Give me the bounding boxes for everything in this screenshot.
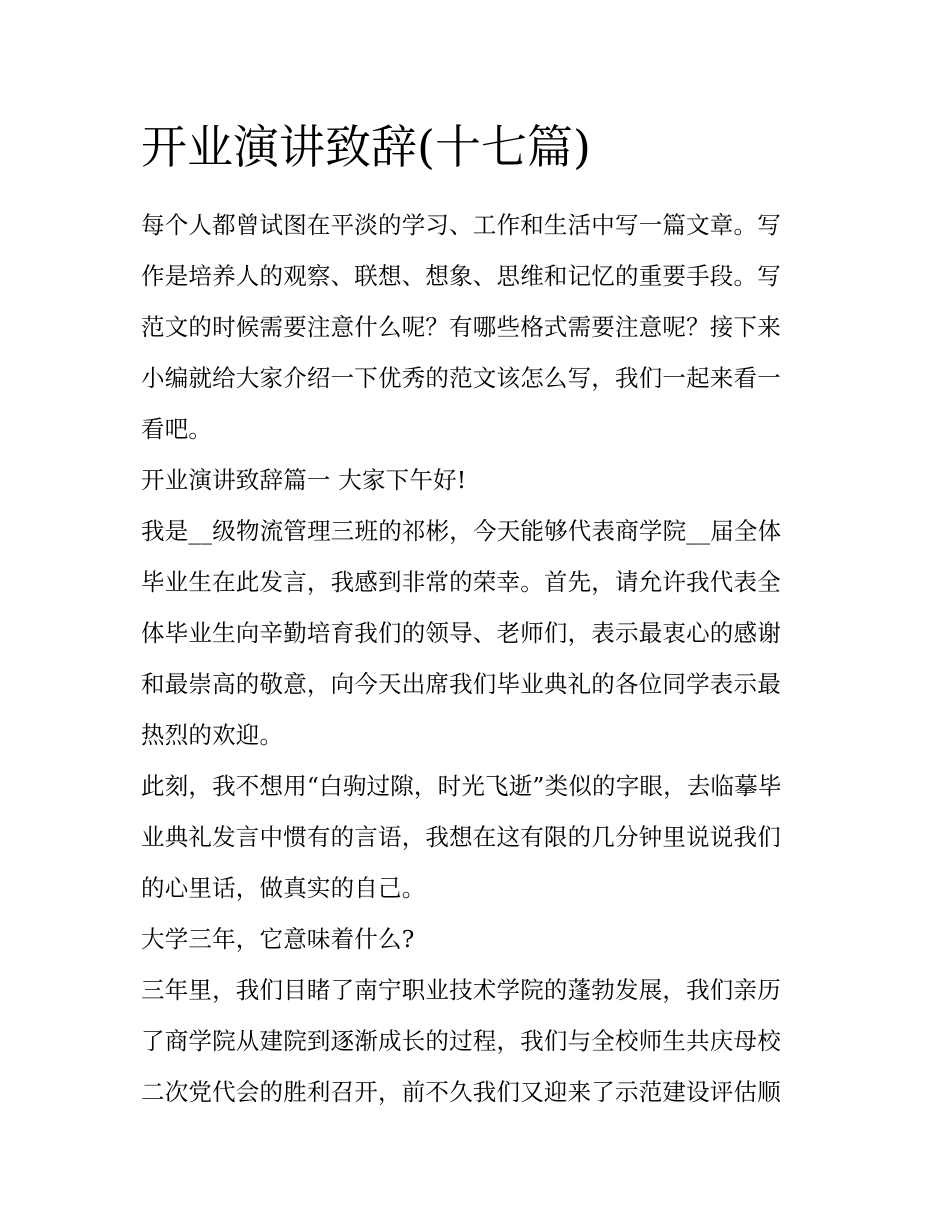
- body-line: 业典礼发言中惯有的言语，我想在这有限的几分钟里说说我们: [141, 823, 781, 851]
- body-line: 每个人都曾试图在平淡的学习、工作和生活中写一篇文章。写: [141, 211, 781, 239]
- body-line: 体毕业生向辛勤培育我们的领导、老师们，表示最衷心的感谢: [141, 619, 781, 647]
- body-line: 范文的时候需要注意什么呢？有哪些格式需要注意呢？接下来: [141, 313, 781, 341]
- body-line: 了商学院从建院到逐渐成长的过程，我们与全校师生共庆母校: [141, 1027, 781, 1055]
- body-line: 毕业生在此发言，我感到非常的荣幸。首先，请允许我代表全: [141, 568, 781, 596]
- body-line: 三年里，我们目睹了南宁职业技术学院的蓬勃发展，我们亲历: [141, 976, 781, 1004]
- body-line: 作是培养人的观察、联想、想象、思维和记忆的重要手段。写: [141, 262, 781, 290]
- body-line: 此刻，我不想用“白驹过隙，时光飞逝”类似的字眼，去临摹毕: [141, 772, 782, 800]
- body-line: 开业演讲致辞篇一 大家下午好!: [141, 466, 467, 494]
- body-line: 和最崇高的敬意，向今天出席我们毕业典礼的各位同学表示最: [141, 670, 781, 698]
- body-line: 热烈的欢迎。: [141, 721, 284, 749]
- body-line: 大学三年，它意味着什么?: [141, 925, 415, 953]
- document-title: 开业演讲致辞(十七篇): [141, 120, 591, 174]
- body-line: 看吧。: [141, 415, 213, 443]
- body-line: 我是__级物流管理三班的祁彬，今天能够代表商学院__届全体: [141, 517, 782, 545]
- body-line: 的心里话，做真实的自己。: [141, 874, 426, 902]
- document-body: [141, 200, 821, 1118]
- body-line: 小编就给大家介绍一下优秀的范文该怎么写，我们一起来看一: [141, 364, 781, 392]
- body-line: 二次党代会的胜利召开，前不久我们又迎来了示范建设评估顺: [141, 1078, 781, 1106]
